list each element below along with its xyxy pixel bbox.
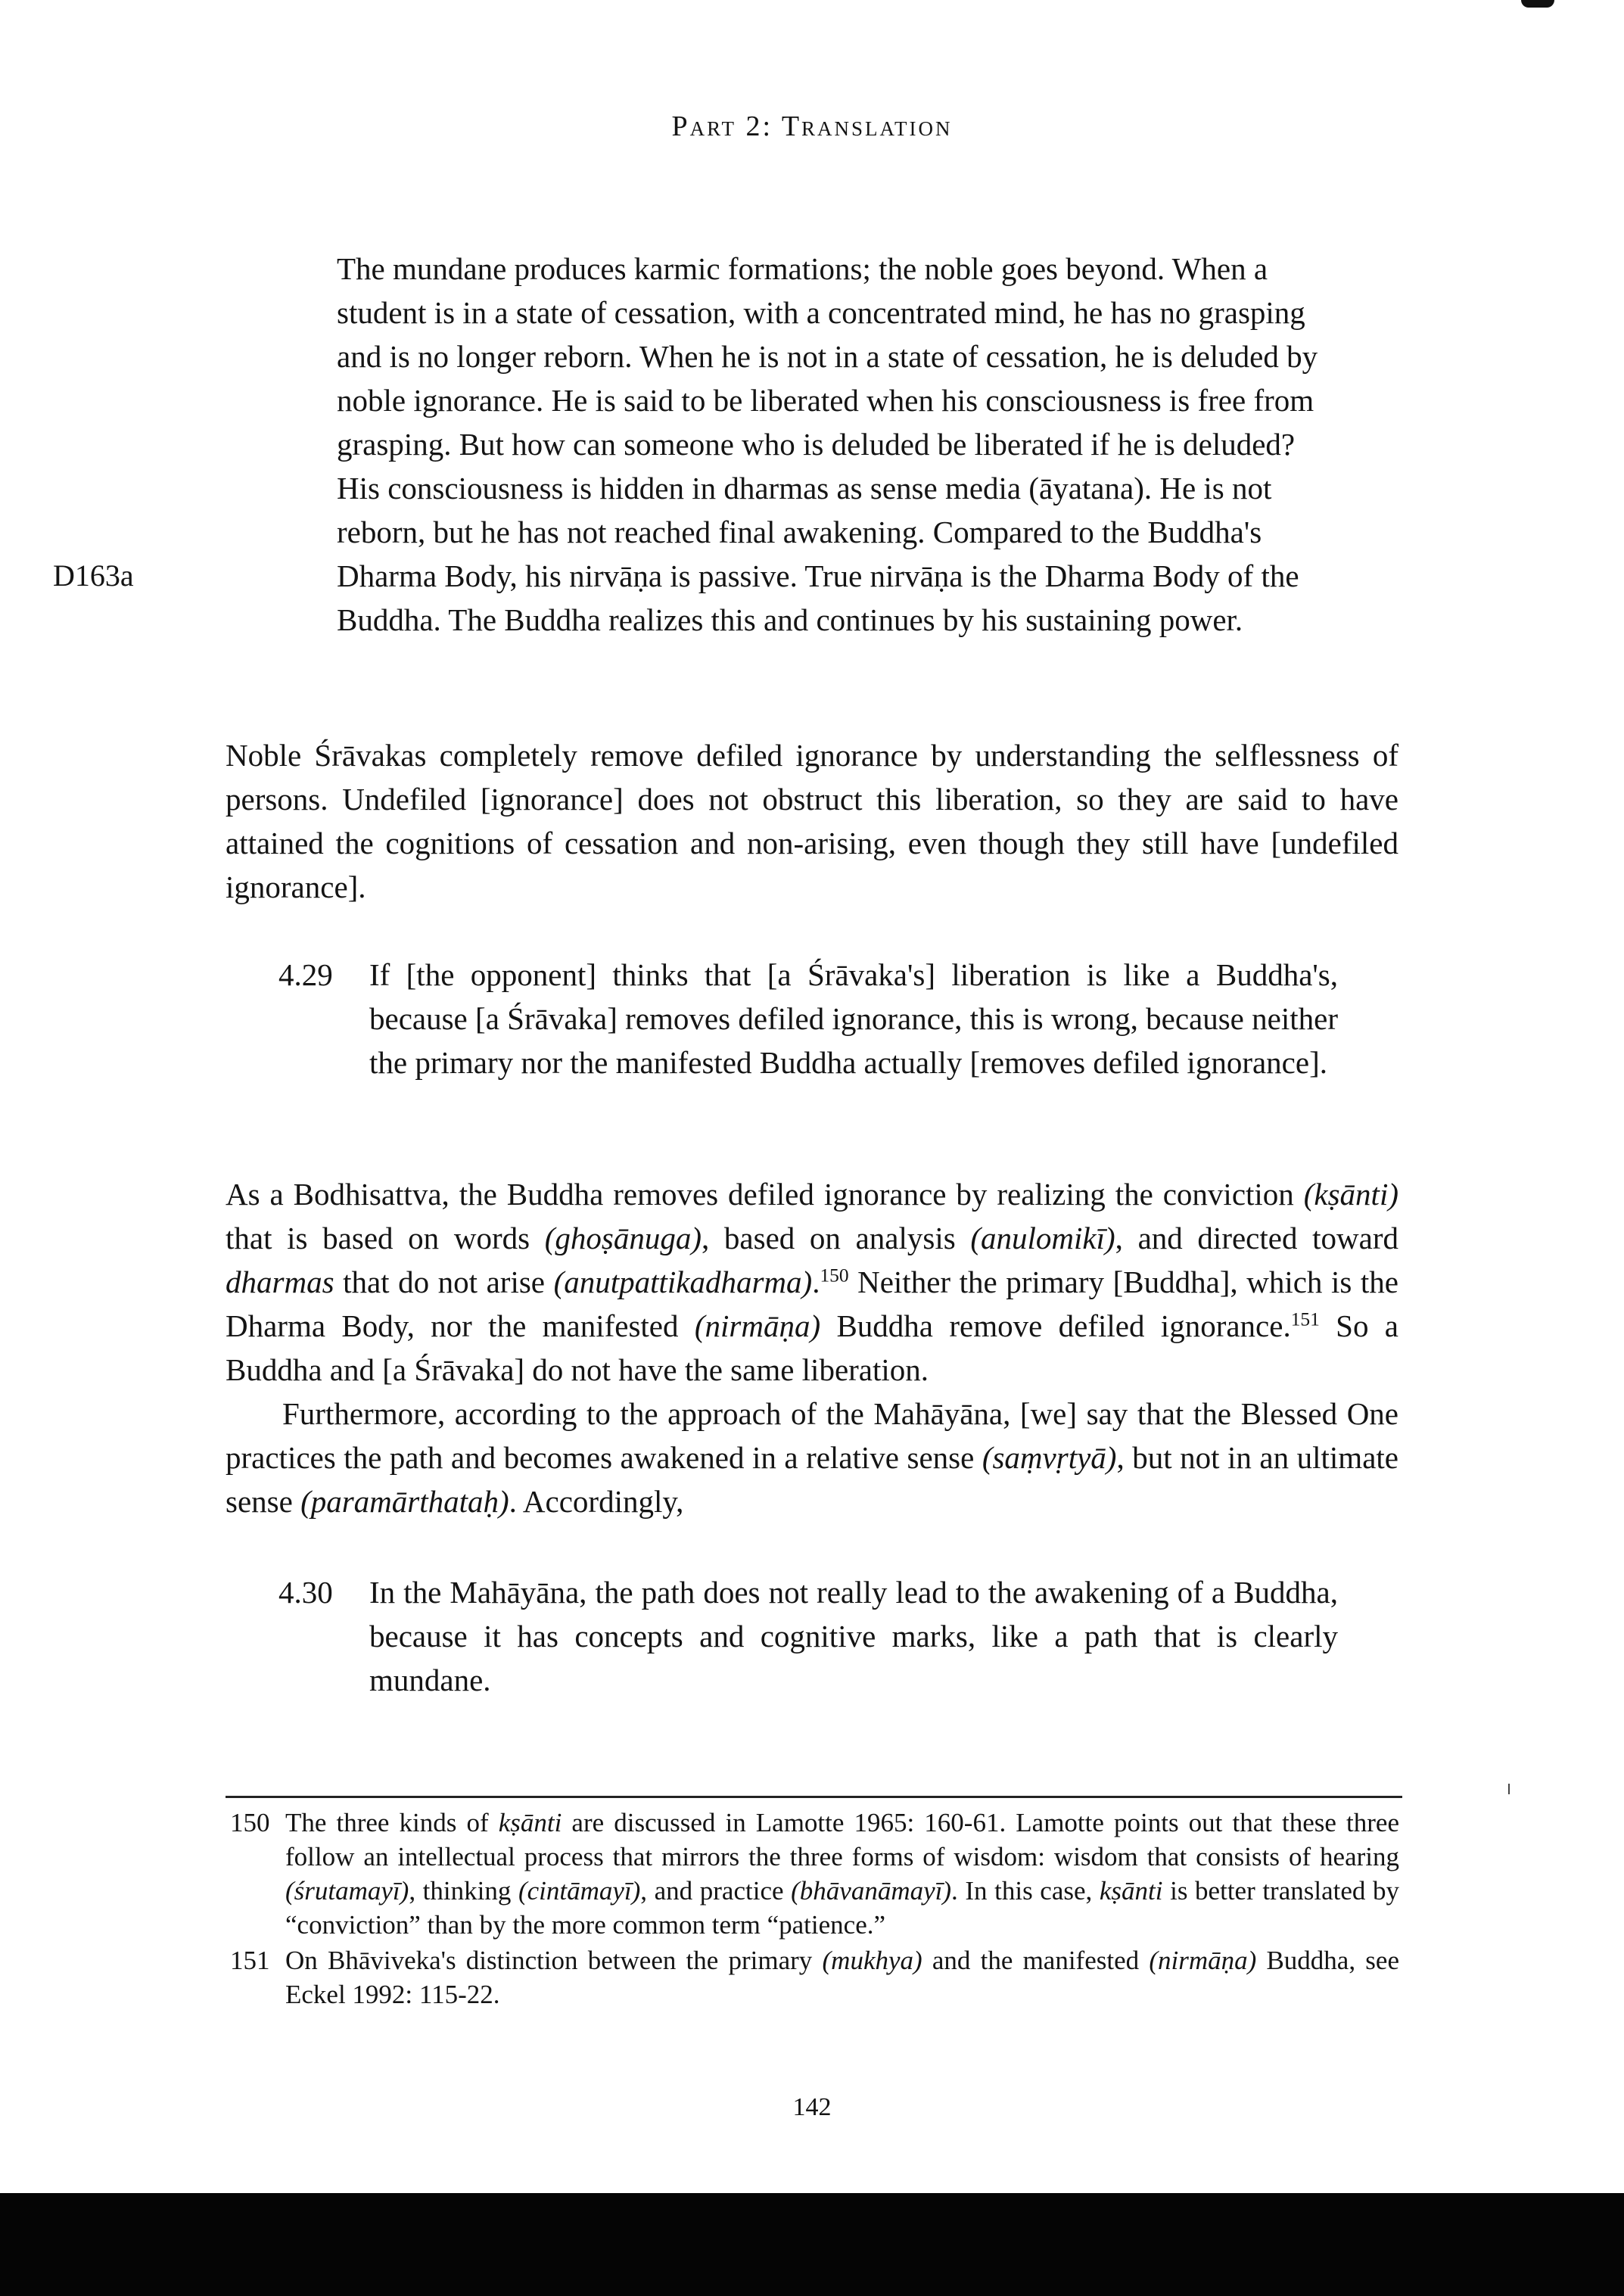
verse-block-text: The mundane produces karmic formations; the noble goes beyond. When a student is in a state of cessation, with a concentrated mind, he has no grasping and is no longer reborn. When he is not in a state of cessation, he is deluded by noble ignorance. He is said to be liberated when his consciousness is free from grasping. But how can someone who is deluded be liberated if he is deluded? His consciousness is hidden in dharmas as sense media (āyatana). He is not reborn, but he has not reached final awakening. Compared to the Buddha's Dharma Body, his nirvāṇa is passive. True nirvāṇa is the Dharma Body of the Buddha. The Buddha realizes this and continues by his sustaining power.: [337, 251, 1318, 637]
verse-text: If [the opponent] thinks that [a Śrāvaka's] liberation is like a Buddha's, because [a Śrāvaka] removes defiled ignorance, this is wrong, because neither the primary nor the manifested Buddha actually [removes defiled ignorance].: [369, 957, 1338, 1080]
paragraph-1-text: Noble Śrāvakas completely remove defiled ignorance by understanding the selflessness of persons. Undefiled [ignorance] does not obstruct this liberation, so they are said to have attained the cognitions of cessation and non-arising, even though they still have [undefiled ignorance].: [226, 738, 1398, 904]
paragraph-3: Furthermore, according to the approach of the Mahāyāna, [we] say that the Blessed One practices the path and becomes awakened in a relative sense (saṃvṛtyā), but not in an ultimate sense (paramārthataḥ). Accordingly,: [226, 1396, 1398, 1519]
verse-4-29: [278, 953, 1338, 1084]
scan-corner-mark: [1521, 0, 1554, 8]
footnote-rule: [226, 1796, 1402, 1798]
scan-bottom-band: [0, 2193, 1624, 2296]
verse-number: 4.29: [278, 957, 333, 992]
footnote-ref[interactable]: 151: [1290, 1308, 1320, 1330]
verse-text: In the Mahāyāna, the path does not really lead to the awakening of a Buddha, because it has concepts and cognitive marks, like a path that is clearly mundane.: [369, 1575, 1338, 1697]
indented-verse-block: [337, 247, 1321, 642]
paragraph-2: As a Bodhisattva, the Buddha removes defiled ignorance by realizing the conviction (kṣānti) that is based on words (ghoṣānuga), based on analysis (anulomikī), and directed toward dharmas that do not arise (anutpattikadharma).$^{150}$ Neither the primary [Buddha], which is the Dharma Body, nor the manifested (nirmāṇa) Buddha remove defiled ignorance.$^{151}$ So a Buddha and [a Śrāvaka] do not have the same liberation.: [226, 1177, 1399, 1387]
verse-number: 4.30: [278, 1575, 333, 1610]
footnote-number: 151: [230, 1946, 270, 1975]
footnote-150: 150 The three kinds of kṣānti are discussed in Lamotte 1965: 160-61. Lamotte points out that these three follow an intellectual process that mirrors the three forms of wisdom: wisdom that consists of hearing (śrutamayī), thinking (cintāmayī), and practice (bhāvanāmayī). In this case, kṣānti is better translated by “conviction” than by the more common term “patience.”: [230, 1806, 1399, 1942]
scan-tick-mark: [1508, 1784, 1510, 1794]
footnote-number: 150: [230, 1808, 270, 1837]
footnote-151: 151 On Bhāviveka's distinction between the primary (mukhya) and the manifested (nirmāṇa) Buddha, see Eckel 1992: 115-22.: [230, 1943, 1399, 2011]
running-head: Part 2: Translation: [671, 110, 953, 142]
page-number: 142: [792, 2093, 832, 2121]
paragraph-2-3: [226, 1172, 1398, 1523]
margin-folio-reference: D163a: [53, 558, 134, 593]
paragraph-1: [226, 733, 1398, 909]
footnotes: [230, 1806, 1399, 2013]
verse-4-30: [278, 1570, 1338, 1702]
footnote-ref[interactable]: 150: [820, 1265, 849, 1286]
